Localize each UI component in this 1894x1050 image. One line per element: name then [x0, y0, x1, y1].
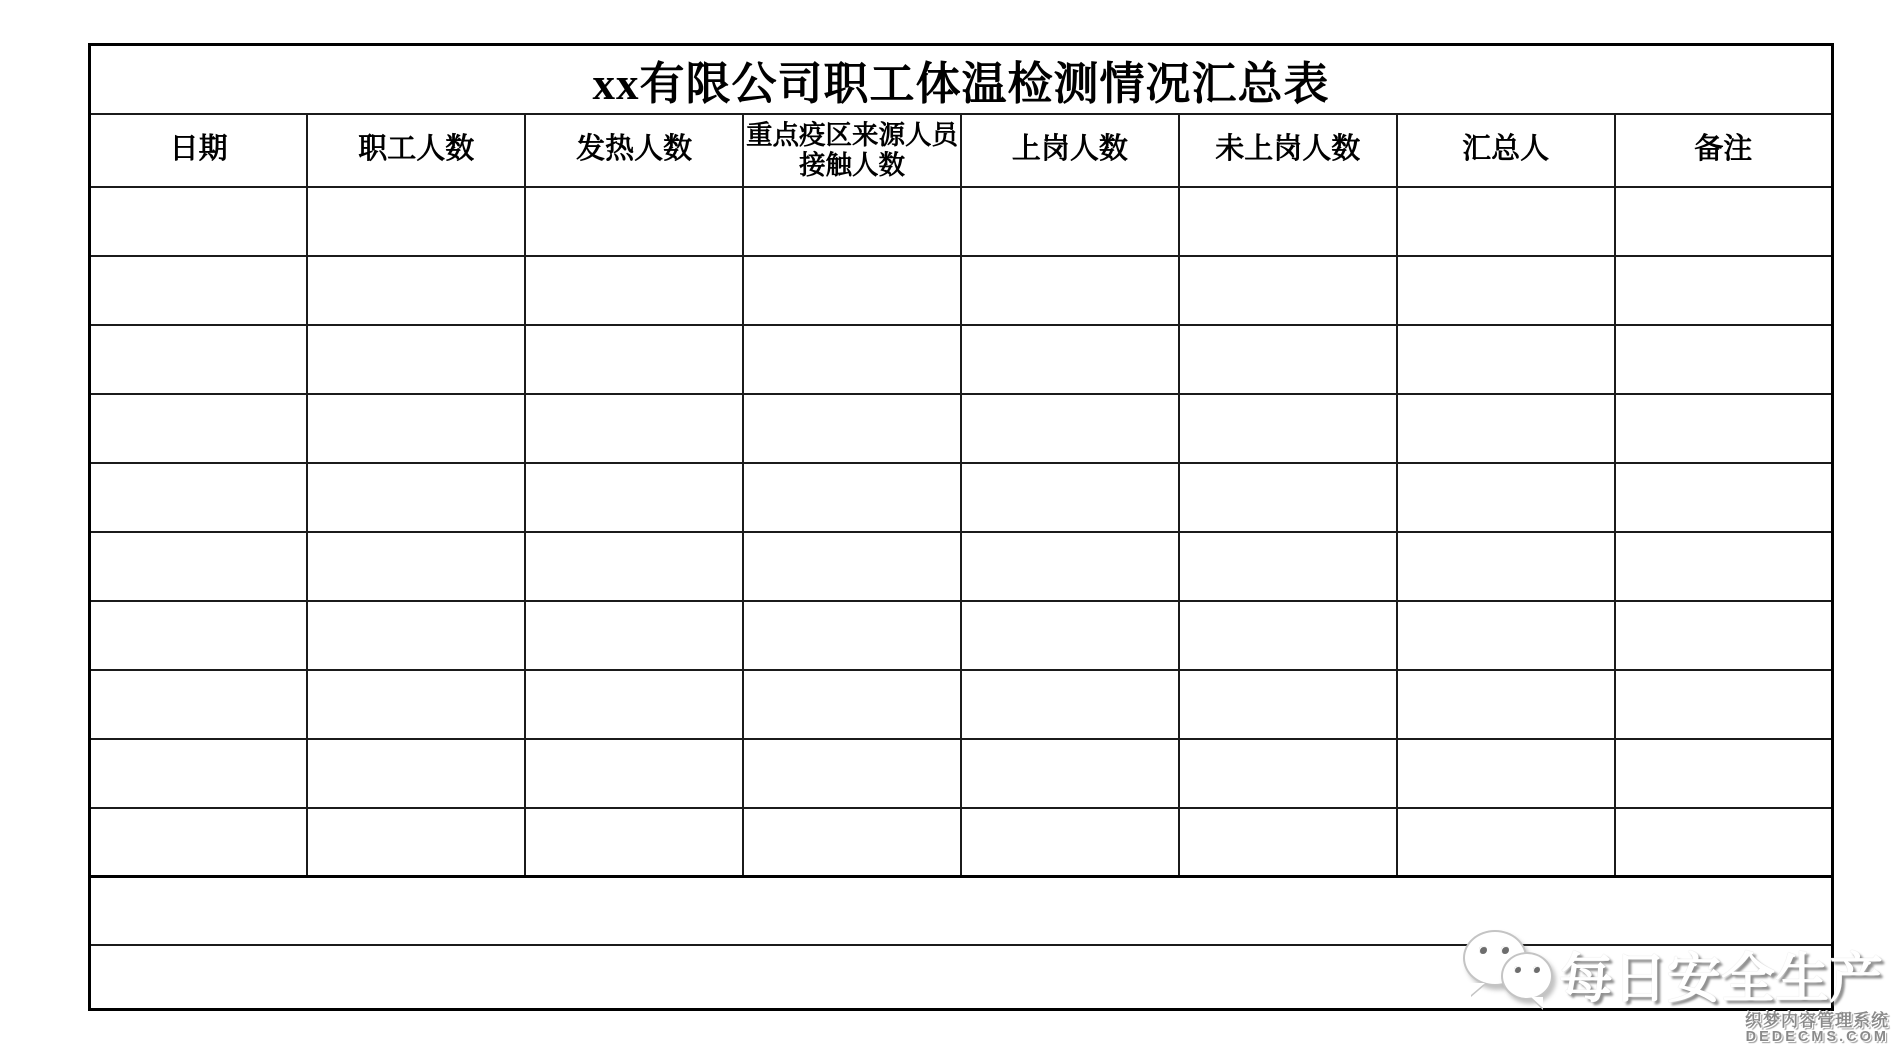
empty-cell	[1179, 808, 1397, 877]
empty-cell	[1179, 670, 1397, 739]
empty-cell	[1397, 532, 1615, 601]
empty-cell	[307, 739, 525, 808]
empty-cell	[90, 256, 308, 325]
empty-cell	[525, 532, 743, 601]
empty-cell	[1397, 394, 1615, 463]
cms-watermark-line2: DEDECMS.COM	[1745, 1028, 1889, 1045]
wechat-watermark-text: 每日安全生产	[1559, 949, 1883, 1009]
bubble-tail-icon	[1471, 983, 1485, 995]
table-row	[90, 325, 1833, 394]
bubble-eye-icon	[1514, 966, 1521, 973]
empty-cell	[1179, 256, 1397, 325]
bubble-eye-icon	[1533, 966, 1540, 973]
empty-cell	[961, 670, 1179, 739]
empty-cell	[961, 325, 1179, 394]
empty-cell	[1179, 601, 1397, 670]
empty-cell	[1615, 256, 1833, 325]
empty-cell	[1179, 187, 1397, 256]
empty-cell	[90, 463, 308, 532]
empty-cell	[307, 256, 525, 325]
empty-cell	[1397, 463, 1615, 532]
empty-cell	[525, 256, 743, 325]
empty-cell	[1397, 739, 1615, 808]
empty-cell	[743, 463, 961, 532]
temperature-summary-table	[88, 43, 1834, 1011]
table-row	[90, 601, 1833, 670]
empty-cell	[743, 187, 961, 256]
empty-cell	[1397, 256, 1615, 325]
empty-cell	[961, 463, 1179, 532]
column-header-off-duty: 未上岗人数	[1179, 114, 1397, 187]
empty-cell	[1397, 670, 1615, 739]
empty-cell	[525, 670, 743, 739]
empty-cell	[961, 601, 1179, 670]
empty-cell	[1615, 670, 1833, 739]
empty-cell	[307, 463, 525, 532]
bubble-eye-icon	[1479, 946, 1487, 954]
empty-cell	[90, 532, 308, 601]
empty-cell	[743, 808, 961, 877]
empty-cell	[525, 463, 743, 532]
empty-cell	[1615, 532, 1833, 601]
empty-cell	[1397, 187, 1615, 256]
empty-cell	[307, 670, 525, 739]
table-row	[90, 532, 1833, 601]
empty-cell	[307, 532, 525, 601]
empty-cell	[961, 532, 1179, 601]
cms-watermark	[1745, 1012, 1889, 1045]
empty-cell	[961, 256, 1179, 325]
table-row	[90, 670, 1833, 739]
empty-cell	[525, 187, 743, 256]
empty-cell	[1397, 325, 1615, 394]
empty-cell	[1179, 394, 1397, 463]
column-header-epidemic-contact-line1: 重点疫区来源人员	[746, 119, 959, 150]
empty-cell	[90, 808, 308, 877]
column-header-remarks: 备注	[1615, 114, 1833, 187]
empty-cell	[525, 325, 743, 394]
empty-cell	[743, 256, 961, 325]
table-row	[90, 256, 1833, 325]
empty-cell	[307, 325, 525, 394]
empty-cell	[961, 187, 1179, 256]
empty-cell	[525, 808, 743, 877]
empty-cell	[961, 394, 1179, 463]
empty-cell	[307, 394, 525, 463]
cms-watermark-line1: 织梦内容管理系统	[1745, 1011, 1889, 1030]
empty-cell	[1615, 394, 1833, 463]
table-row	[90, 187, 1833, 256]
empty-cell	[961, 808, 1179, 877]
empty-cell	[1397, 808, 1615, 877]
empty-cell	[90, 670, 308, 739]
empty-cell	[1615, 601, 1833, 670]
empty-cell	[1179, 532, 1397, 601]
empty-cell	[1397, 601, 1615, 670]
column-header-summarizer: 汇总人	[1397, 114, 1615, 187]
empty-cell	[90, 601, 308, 670]
page-title: xx有限公司职工体温检测情况汇总表	[90, 45, 1833, 114]
empty-cell	[525, 601, 743, 670]
empty-cell	[743, 394, 961, 463]
table-row	[90, 808, 1833, 877]
bubble-eye-icon	[1501, 946, 1509, 954]
bubble-tail-icon	[1531, 997, 1543, 1008]
empty-cell	[525, 394, 743, 463]
column-header-epidemic-contact	[743, 114, 961, 187]
empty-cell	[1615, 187, 1833, 256]
column-header-fever-count: 发热人数	[525, 114, 743, 187]
empty-cell	[90, 187, 308, 256]
column-header-staff-count: 职工人数	[307, 114, 525, 187]
empty-cell	[1615, 325, 1833, 394]
empty-cell	[307, 601, 525, 670]
empty-cell	[1615, 739, 1833, 808]
empty-cell	[743, 670, 961, 739]
empty-cell	[1179, 463, 1397, 532]
empty-cell	[307, 808, 525, 877]
empty-cell	[1179, 325, 1397, 394]
empty-cell	[1179, 739, 1397, 808]
empty-cell	[961, 739, 1179, 808]
table-header-row	[90, 114, 1833, 187]
table-title-row	[90, 45, 1833, 114]
empty-cell	[743, 532, 961, 601]
empty-cell	[525, 739, 743, 808]
column-header-date: 日期	[90, 114, 308, 187]
wechat-watermark	[1455, 922, 1883, 1012]
column-header-epidemic-contact-line2: 接触人数	[799, 150, 906, 180]
wechat-chat-bubble-small-icon	[1501, 952, 1553, 1000]
empty-cell	[743, 325, 961, 394]
column-header-on-duty: 上岗人数	[961, 114, 1179, 187]
empty-cell	[90, 394, 308, 463]
empty-cell	[307, 187, 525, 256]
empty-cell	[90, 739, 308, 808]
table-row	[90, 463, 1833, 532]
empty-cell	[1615, 463, 1833, 532]
table-row	[90, 739, 1833, 808]
empty-cell	[743, 601, 961, 670]
empty-cell	[90, 325, 308, 394]
empty-cell	[1615, 808, 1833, 877]
table-row	[90, 394, 1833, 463]
empty-cell	[743, 739, 961, 808]
